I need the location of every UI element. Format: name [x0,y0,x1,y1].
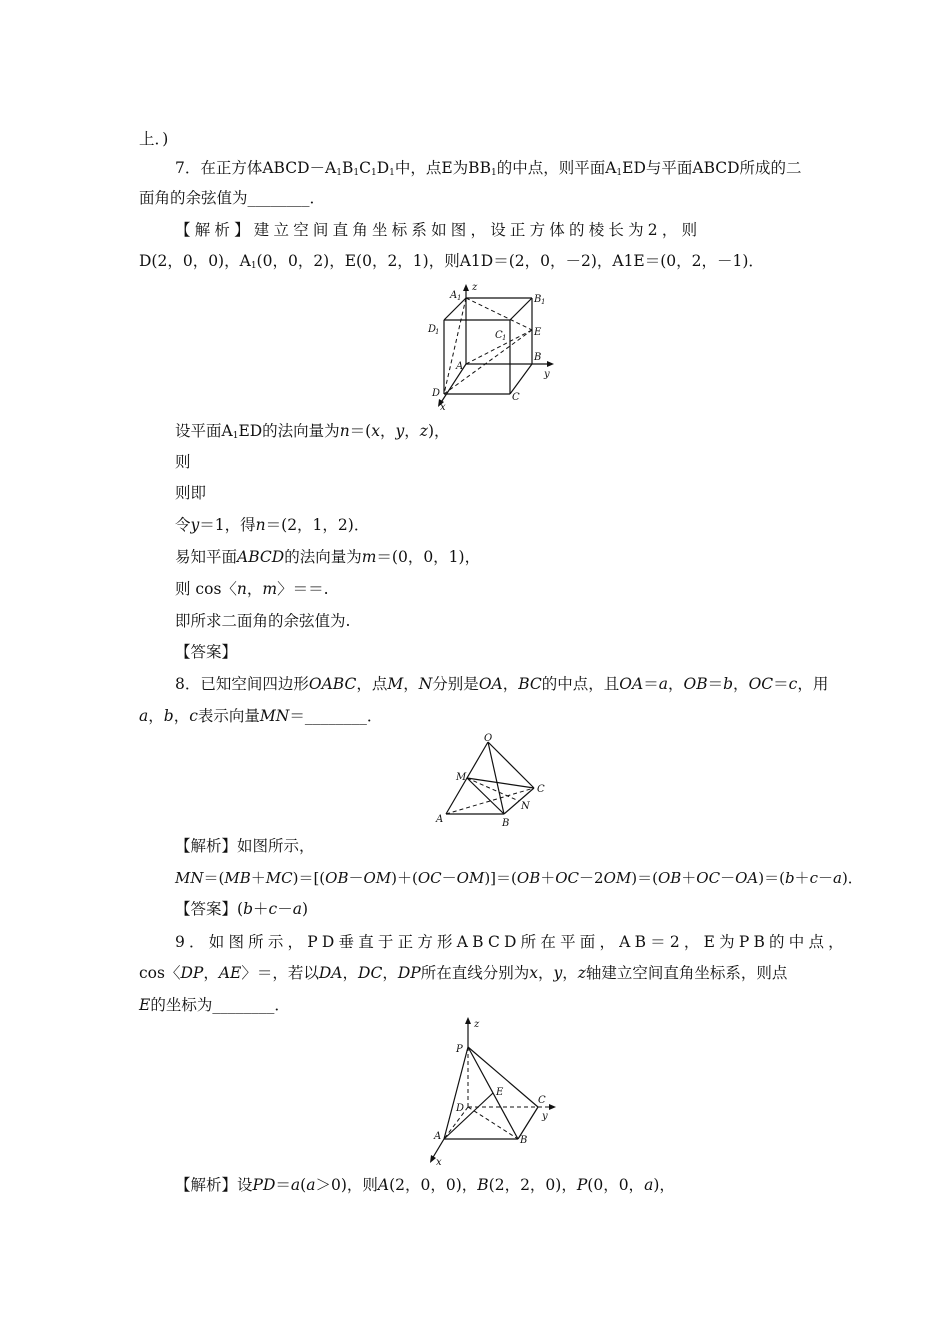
q9-question-line2: cos〈DP，AE〉＝，若以DA，DC，DP所在直线分别为x，y，z轴建立空间直角坐标系，则点 [139,964,788,982]
svg-text:A: A [456,361,464,372]
q7-solution-line9: 即所求二面角的余弦值为. [175,612,351,630]
q8-question-line1: 8．已知空间四边形OABC，点M，N分别是OA，BC的中点，且OA＝a，OB＝b，OC＝c，用 [175,675,829,693]
svg-text:B: B [534,352,542,363]
q7-solution-line5: 则即 [175,484,207,502]
q8-answer: 【答案】(b＋c－a) [175,900,309,918]
svg-text:B: B [534,294,542,305]
svg-text:D: D [428,324,437,335]
svg-text:z: z [472,282,478,293]
svg-text:E: E [534,327,542,338]
q9-question-line1: 9．如图所示，PD垂直于正方形ABCD所在平面，AB＝2，E为PB的中点， [175,933,848,951]
svg-text:D: D [456,1103,465,1114]
pyramid-figure [420,1017,560,1167]
q8-question-line2: a，b，c表示向量MN＝________． [139,707,383,725]
svg-text:M: M [456,772,467,783]
svg-text:C: C [537,784,545,795]
svg-text:x: x [436,1157,442,1167]
q7-solution-line6: 令y＝1，得n＝(2，1，2)． [175,516,370,534]
svg-text:z: z [474,1019,480,1030]
svg-text:C: C [495,330,503,341]
q7-question-line2: 面角的余弦值为________． [139,189,326,207]
tetrahedron-figure [430,732,560,830]
q8-solution-line2: MN＝(MB＋MC)＝[(OB－OM)＋(OC－OM)]＝(OB＋OC－2OM)＝(OB＋OC－OA)＝(b＋c－a)． [175,869,863,887]
q7-question-line1: 7．在正方体$ABCD-A_1B_1C_1D_1$中，点E为$BB_1$的中点，则平面$A_1ED$与平面ABCD所成的二 [175,159,802,178]
svg-text:1: 1 [541,298,546,306]
q9-question-line3: E的坐标为________． [139,996,290,1014]
q7-solution-line7: 易知平面ABCD的法向量为m＝(0，0，1)， [175,548,481,566]
svg-text:D: D [432,388,441,399]
q8-solution-line1: 【解析】如图所示， [175,837,315,855]
svg-text:1: 1 [435,328,440,336]
cube-figure [420,278,560,413]
svg-text:y: y [542,1111,548,1122]
q7-solution-line2: D(2，0，0)，$A_1(0$，0，2)，E(0，2，1)，则A1D＝(2，0，－2)，A1E＝(0，2，－1)． [139,252,764,271]
svg-text:A: A [450,290,458,301]
svg-text:1: 1 [457,294,462,302]
svg-text:A: A [436,814,444,825]
svg-text:O: O [484,733,493,744]
svg-text:A: A [434,1131,442,1142]
svg-text:E: E [496,1087,504,1098]
svg-text:B: B [502,818,510,829]
svg-text:C: C [538,1095,546,1106]
svg-text:B: B [520,1135,528,1146]
q7-answer: 【答案】 [175,643,238,661]
svg-text:C: C [512,392,520,403]
svg-text:y: y [544,369,550,380]
svg-text:N: N [521,801,530,812]
continuation-line: 上．) [139,130,169,148]
svg-text:1: 1 [502,334,507,342]
q7-solution-line4: 则 [175,453,191,471]
svg-text:P: P [456,1044,463,1055]
q7-solution-line8: 则 cos〈n，m〉＝＝. [175,580,329,598]
q9-solution-line1: 【解析】设PD＝a(a＞0)，则A(2，0，0)，B(2，2，0)，P(0，0，a)， [175,1176,675,1194]
q7-solution-line3: 设平面$A_1ED$的法向量为n＝(x，y，z)， [175,422,450,441]
q7-solution-line1: 【解析】建立空间直角坐标系如图，设正方体的棱长为2，则 [175,221,702,239]
svg-text:x: x [440,402,446,413]
